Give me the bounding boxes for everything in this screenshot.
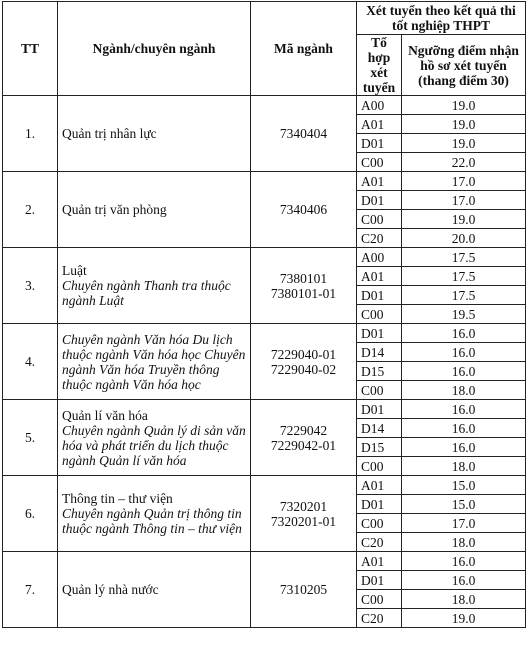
major-name: Quản lí văn hóa bbox=[62, 407, 148, 423]
header-group: Xét tuyển theo kết quả thi tốt nghiệp THPT bbox=[357, 2, 526, 35]
major-code: 7340406 bbox=[251, 172, 357, 248]
table-row bbox=[3, 552, 526, 571]
threshold-score: 19.5 bbox=[402, 305, 526, 324]
specialization-name: Chuyên ngành Quản trị thông tin thuộc ngành Thông tin – thư viện bbox=[62, 506, 242, 536]
subject-combination: D01 bbox=[357, 286, 402, 305]
row-number: 1. bbox=[3, 96, 58, 172]
threshold-score: 17.0 bbox=[402, 514, 526, 533]
table-row bbox=[3, 476, 526, 495]
major-code: 7320201 7320201-01 bbox=[251, 476, 357, 552]
threshold-score: 16.0 bbox=[402, 324, 526, 343]
threshold-score: 17.5 bbox=[402, 248, 526, 267]
threshold-score: 16.0 bbox=[402, 438, 526, 457]
threshold-score: 19.0 bbox=[402, 115, 526, 134]
threshold-score: 19.0 bbox=[402, 134, 526, 153]
threshold-score: 20.0 bbox=[402, 229, 526, 248]
subject-combination: D01 bbox=[357, 134, 402, 153]
row-number: 3. bbox=[3, 248, 58, 324]
header-tt: TT bbox=[3, 2, 58, 96]
subject-combination: A00 bbox=[357, 248, 402, 267]
threshold-score: 15.0 bbox=[402, 495, 526, 514]
subject-combination: D01 bbox=[357, 495, 402, 514]
subject-combination: A01 bbox=[357, 267, 402, 286]
subject-combination: D01 bbox=[357, 324, 402, 343]
threshold-score: 16.0 bbox=[402, 362, 526, 381]
subject-combination: C00 bbox=[357, 210, 402, 229]
subject-combination: C00 bbox=[357, 590, 402, 609]
major-cell bbox=[58, 324, 251, 400]
major-cell bbox=[58, 248, 251, 324]
major-cell bbox=[58, 96, 251, 172]
table-row bbox=[3, 248, 526, 267]
major-name: Luật bbox=[62, 263, 87, 278]
major-code: 7310205 bbox=[251, 552, 357, 628]
table-row bbox=[3, 172, 526, 191]
major-code: 7340404 bbox=[251, 96, 357, 172]
threshold-score: 18.0 bbox=[402, 457, 526, 476]
threshold-score: 18.0 bbox=[402, 533, 526, 552]
major-code: 7380101 7380101-01 bbox=[251, 248, 357, 324]
specialization-name: Chuyên ngành Thanh tra thuộc ngành Luật bbox=[62, 278, 231, 308]
row-number: 7. bbox=[3, 552, 58, 628]
threshold-score: 16.0 bbox=[402, 400, 526, 419]
table-body bbox=[3, 96, 526, 628]
threshold-score: 18.0 bbox=[402, 590, 526, 609]
major-cell bbox=[58, 172, 251, 248]
threshold-score: 17.0 bbox=[402, 172, 526, 191]
subject-combination: C00 bbox=[357, 305, 402, 324]
threshold-score: 17.5 bbox=[402, 286, 526, 305]
specialization-name: Chuyên ngành Quản lý di sản văn hóa và phát triển du lịch thuộc ngành Quản lí văn hóa bbox=[62, 422, 246, 468]
admission-threshold-table bbox=[2, 1, 526, 628]
row-number: 2. bbox=[3, 172, 58, 248]
threshold-score: 16.0 bbox=[402, 552, 526, 571]
subject-combination: D01 bbox=[357, 191, 402, 210]
threshold-score: 18.0 bbox=[402, 381, 526, 400]
threshold-score: 17.5 bbox=[402, 267, 526, 286]
table-row bbox=[3, 400, 526, 419]
major-name: Thông tin – thư viện bbox=[62, 491, 173, 506]
threshold-score: 19.0 bbox=[402, 609, 526, 628]
threshold-score: 16.0 bbox=[402, 571, 526, 590]
row-number: 6. bbox=[3, 476, 58, 552]
subject-combination: C00 bbox=[357, 514, 402, 533]
header-row-1 bbox=[3, 2, 526, 35]
subject-combination: C00 bbox=[357, 457, 402, 476]
header-code: Mã ngành bbox=[251, 2, 357, 96]
subject-combination: A01 bbox=[357, 552, 402, 571]
threshold-score: 17.0 bbox=[402, 191, 526, 210]
major-code: 7229040-01 7229040-02 bbox=[251, 324, 357, 400]
subject-combination: C20 bbox=[357, 229, 402, 248]
threshold-score: 19.0 bbox=[402, 96, 526, 115]
specialization-name: Chuyên ngành Văn hóa Du lịch thuộc ngành Văn hóa học Chuyên ngành Văn hóa Truyền thông thuộc ngành Văn hóa học bbox=[62, 331, 246, 392]
subject-combination: D14 bbox=[357, 419, 402, 438]
subject-combination: A01 bbox=[357, 172, 402, 191]
subject-combination: A01 bbox=[357, 476, 402, 495]
major-cell bbox=[58, 476, 251, 552]
subject-combination: C00 bbox=[357, 381, 402, 400]
subject-combination: D01 bbox=[357, 571, 402, 590]
row-number: 4. bbox=[3, 324, 58, 400]
threshold-score: 19.0 bbox=[402, 210, 526, 229]
subject-combination: C20 bbox=[357, 609, 402, 628]
major-cell bbox=[58, 400, 251, 476]
table-row bbox=[3, 324, 526, 343]
threshold-score: 16.0 bbox=[402, 419, 526, 438]
threshold-score: 15.0 bbox=[402, 476, 526, 495]
header-combo: Tổ hợp xét tuyển bbox=[357, 35, 402, 96]
subject-combination: D14 bbox=[357, 343, 402, 362]
subject-combination: C20 bbox=[357, 533, 402, 552]
table-row bbox=[3, 96, 526, 115]
subject-combination: A00 bbox=[357, 96, 402, 115]
threshold-score: 22.0 bbox=[402, 153, 526, 172]
subject-combination: D15 bbox=[357, 362, 402, 381]
major-name: Quản trị nhân lực bbox=[62, 126, 157, 141]
subject-combination: A01 bbox=[357, 115, 402, 134]
header-score: Ngưỡng điểm nhận hồ sơ xét tuyển (thang điểm 30) bbox=[402, 35, 526, 96]
header-major: Ngành/chuyên ngành bbox=[58, 2, 251, 96]
major-code: 7229042 7229042-01 bbox=[251, 400, 357, 476]
major-name: Quản trị văn phòng bbox=[62, 202, 167, 217]
major-cell bbox=[58, 552, 251, 628]
major-name: Quản lý nhà nước bbox=[62, 582, 159, 597]
subject-combination: D15 bbox=[357, 438, 402, 457]
row-number: 5. bbox=[3, 400, 58, 476]
subject-combination: C00 bbox=[357, 153, 402, 172]
subject-combination: D01 bbox=[357, 400, 402, 419]
threshold-score: 16.0 bbox=[402, 343, 526, 362]
